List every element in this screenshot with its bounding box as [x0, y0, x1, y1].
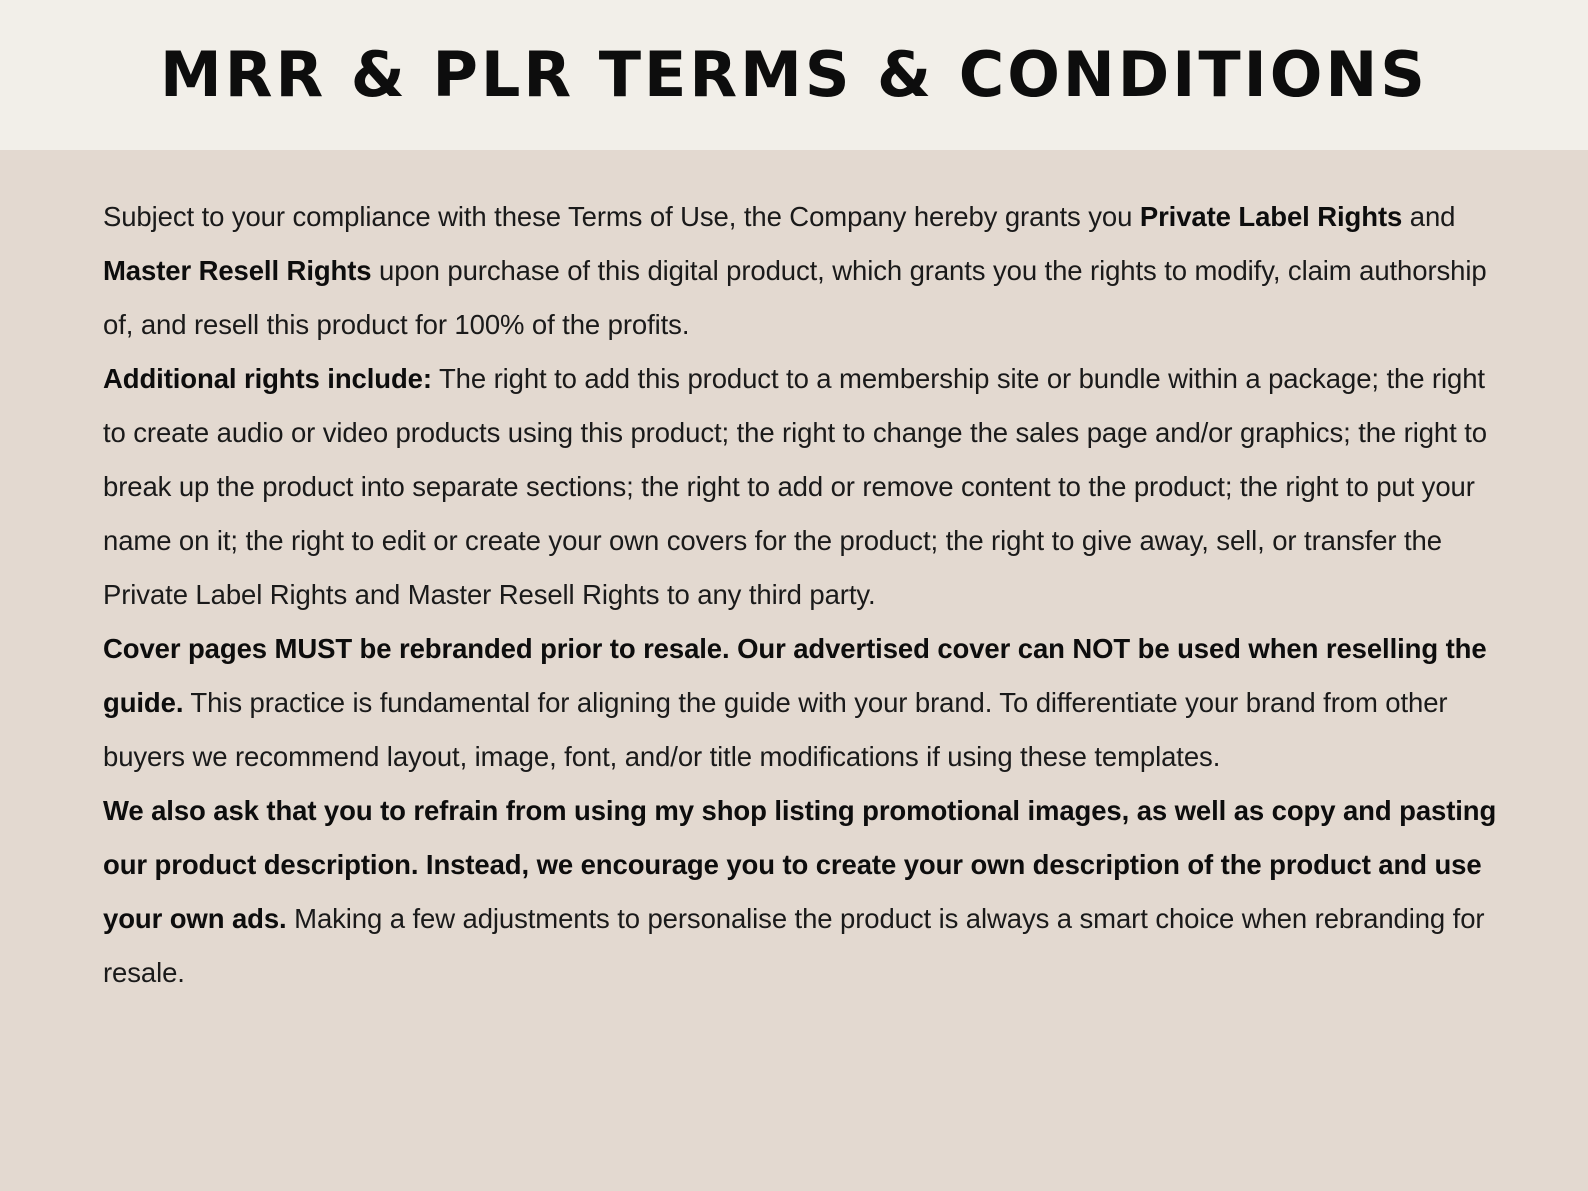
document-body	[0, 150, 1588, 1191]
body-text: Subject to your compliance with these Terms of Use, the Company hereby grants you	[103, 201, 1140, 232]
emphasized-text: Cover pages MUST be rebranded prior to resale. Our advertised cover can NOT be used when reselling the guide.	[103, 633, 1487, 718]
document-header	[0, 0, 1588, 150]
paragraph-additional-rights	[103, 352, 1503, 622]
body-text: and	[1402, 201, 1456, 232]
paragraph-list	[103, 190, 1503, 1000]
emphasized-text: We also ask that you to refrain from using my shop listing promotional images, as well as copy and pasting our product description. Instead, we encourage you to create your own description of the product and use your own ads.	[103, 795, 1497, 934]
body-text: This practice is fundamental for aligning the guide with your brand. To differentiate your brand from other buyers we recommend layout, image, font, and/or title modifications if using these templates.	[103, 687, 1448, 772]
emphasized-text: Private Label Rights	[1139, 201, 1403, 232]
body-text: Making a few adjustments to personalise the product is always a smart choice when rebranding for resale.	[103, 903, 1485, 988]
body-text: upon purchase of this digital product, which grants you the rights to modify, claim authorship of, and resell this product for 100% of the profits.	[103, 255, 1487, 340]
body-text: The right to add this product to a membership site or bundle within a package; the right to create audio or video products using this product; the right to change the sales page and/or graphics; the right to break up the product into separate sections; the right to add or remove content to the product; the right to put your name on it; the right to edit or create your own covers for the product; the right to give away, sell, or transfer the Private Label Rights and Master Resell Rights to any third party.	[103, 363, 1487, 610]
paragraph-promotional-images	[103, 784, 1503, 1000]
paragraph-cover-rebranding	[103, 622, 1503, 784]
paragraph-grant-of-rights	[103, 190, 1503, 352]
page-title: MRR & PLR TERMS & CONDITIONS	[160, 38, 1428, 111]
emphasized-text: Additional rights include:	[103, 363, 432, 394]
emphasized-text: Master Resell Rights	[103, 255, 372, 286]
